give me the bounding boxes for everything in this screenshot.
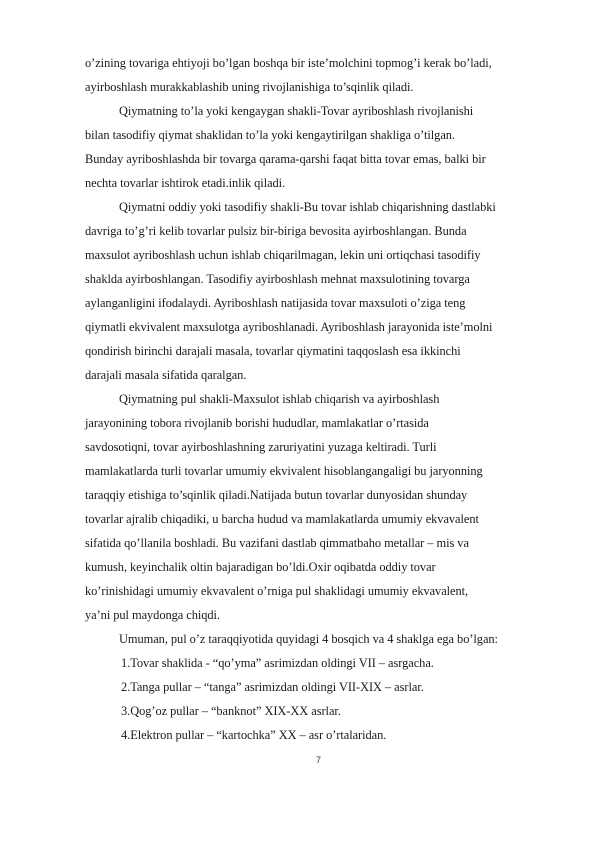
text-line: qiymatli ekvivalent maxsulotga ayriboshlanadi. Ayriboshlash jarayonida iste’molni [85, 320, 493, 334]
text-line: jarayonining tobora rivojlanib borishi hududlar, mamlakatlar o’rtasida [85, 416, 429, 430]
paragraph-start: Qiymatning pul shakli-Maxsulot ishlab chiqarish va ayirboshlash [119, 392, 440, 406]
text-line: mamlakatlarda turli tovarlar umumiy ekvivalent hisoblangangaligi bu jaryonning [85, 464, 483, 478]
paragraph-start: Umuman, pul o’z taraqqiyotida quyidagi 4 bosqich va 4 shaklga ega bo’lgan: [119, 632, 498, 646]
text-line: davriga to’g’ri kelib tovarlar pulsiz bir-biriga bevosita ayirboshlangan. Bunda [85, 224, 467, 238]
text-line: tovarlar ajralib chiqadiki, u barcha hudud va mamlakatlarda umumiy ekvavalent [85, 512, 479, 526]
list-item: 3.Qog’oz pullar – “banknot” XIX-XX asrlar. [121, 704, 341, 718]
text-line: ya’ni pul maydonga chiqdi. [85, 608, 220, 622]
text-line: bilan tasodifiy qiymat shaklidan to’la yoki kengaytirilgan shakliga o’tilgan. [85, 128, 455, 142]
list-item: 4.Elektron pullar – “kartochka” XX – asr o’rtalaridan. [121, 728, 387, 742]
paragraph-start: Qiymatni oddiy yoki tasodifiy shakli-Bu tovar ishlab chiqarishning dastlabki [119, 200, 496, 214]
text-line: savdosotiqni, tovar ayirboshlashning zaruriyatini yuzaga keltiradi. Turli [85, 440, 437, 454]
paragraph-start: Qiymatning to’la yoki kengaygan shakli-Tovar ayriboshlash rivojlanishi [119, 104, 474, 118]
list-item: 2.Tanga pullar – “tanga” asrimizdan oldingi VII-XIX – asrlar. [121, 680, 424, 694]
text-line: Bunday ayriboshlashda bir tovarga qarama-qarshi faqat bitta tovar emas, balki bir [85, 152, 486, 166]
text-line: darajali masala sifatida qaralgan. [85, 368, 247, 382]
text-line: maxsulot ayriboshlash uchun ishlab chiqarilmagan, lekin uni ortiqchasi tasodifiy [85, 248, 481, 262]
text-line: o’zining tovariga ehtiyoji bo’lgan boshqa bir iste’molchini topmog’i kerak bo’ladi, [85, 56, 492, 70]
text-line: kumush, keyinchalik oltin bajaradigan bo’ldi.Oxir oqibatda oddiy tovar [85, 560, 436, 574]
text-line: nechta tovarlar ishtirok etadi.inlik qiladi. [85, 176, 286, 190]
text-line: ko’rinishidagi umumiy ekvavalent o’rniga pul shaklidagi umumiy ekvavalent, [85, 584, 469, 598]
text-line: taraqqiy etishiga to’sqinlik qiladi.Natijada butun tovarlar dunyosidan shunday [85, 488, 468, 502]
text-line: shaklda ayirboshlangan. Tasodifiy ayirboshlash mehnat maxsulotining tovarga [85, 272, 470, 286]
text-line: qondirish birinchi darajali masala, tovarlar qiymatini taqqoslash esa ikkinchi [85, 344, 461, 358]
page-number: 7 [316, 755, 322, 765]
list-item: 1.Tovar shaklida - “qo’yma” asrimizdan oldingi VII – asrgacha. [121, 656, 434, 670]
text-line: aylanganligini ifodalaydi. Ayriboshlash natijasida tovar maxsuloti o’ziga teng [85, 296, 466, 310]
text-line: sifatida qo’llanila boshladi. Bu vazifani dastlab qimmatbaho metallar – mis va [85, 536, 469, 550]
text-line: ayirboshlash murakkablashib uning rivojlanishiga to’sqinlik qiladi. [85, 80, 414, 94]
